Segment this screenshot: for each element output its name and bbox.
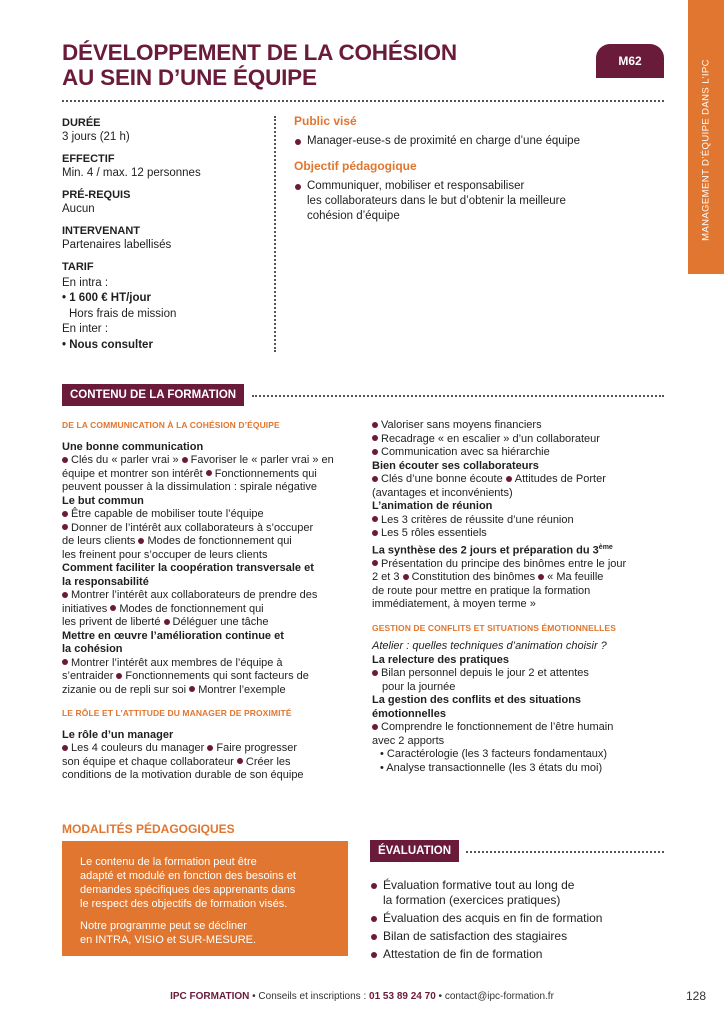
list-item: Montrer l’intérêt aux membres de l’équipe à	[62, 657, 350, 671]
public-item: Manager-euse-s de proximité en charge d’une équipe	[294, 134, 674, 149]
list-item: Être capable de mobiliser toute l’équipe	[62, 508, 350, 522]
footer-email[interactable]: • contact@ipc-formation.fr	[435, 991, 554, 1002]
section-communication: DE LA COMMUNICATION À LA COHÉSION D’ÉQUIPE	[62, 420, 280, 430]
list-item: Bilan de satisfaction des stagiaires	[370, 929, 670, 944]
list-item: son équipe et chaque collaborateur Créer les	[62, 755, 291, 768]
footer-brand: IPC FORMATION	[170, 991, 250, 1002]
heading-synthese: La synthèse des 2 jours et préparation du 3ème	[372, 543, 613, 557]
list-item: 2 et 3 Constitution des binômes « Ma feuille	[372, 571, 604, 584]
evaluation-header: ÉVALUATION	[370, 840, 459, 862]
atelier-note: Atelier : quelles techniques d’animation choisir ?	[372, 640, 607, 653]
title-line-2: AU SEIN D’UNE ÉQUIPE	[62, 65, 317, 90]
list-item: avec 2 apports	[372, 734, 445, 747]
list-item: de leurs clients Modes de fonctionnement qui	[62, 535, 292, 547]
heading-amelioration: Mettre en œuvre l’amélioration continue et la cohésion	[62, 629, 284, 655]
list-item: Montrer l’intérêt aux collaborateurs de prendre des	[62, 589, 350, 603]
public-objectif	[294, 114, 674, 224]
contenu-divider	[252, 395, 664, 397]
duree-value: 3 jours (21 h)	[62, 131, 130, 143]
list-item: • Caractérologie (les 3 facteurs fondamentaux)	[380, 748, 608, 761]
list-item: • Analyse transactionnelle (les 3 états du moi)	[380, 761, 603, 774]
list-item: Présentation du principe des binômes entre le jour	[372, 558, 672, 572]
list-item: Valoriser sans moyens financiers	[372, 419, 672, 433]
evaluation-list	[370, 878, 670, 965]
tarif-label: TARIF	[62, 261, 94, 273]
list-item: Bilan personnel depuis le jour 2 et attentes	[372, 667, 672, 681]
contenu-right-column	[372, 419, 672, 775]
course-code-badge: M62	[596, 44, 664, 78]
list-item: Évaluation formative tout au long de la formation (exercices pratiques)	[370, 878, 670, 908]
sidebar-label: MANAGEMENT D’ÉQUIPE DANS L’IPC	[700, 59, 712, 241]
course-info	[62, 116, 267, 361]
sidebar-band	[688, 0, 724, 274]
list-item: équipe et montrer son intérêt Fonctionnements qui	[62, 467, 317, 480]
list-item: immédiatement, à moyen terme »	[372, 598, 536, 611]
page-title	[62, 40, 492, 90]
evaluation-divider	[466, 851, 664, 853]
list-item: Les 3 critères de réussite d’une réunion	[372, 514, 672, 528]
list-item: Évaluation des acquis en fin de formation	[370, 911, 670, 926]
header-divider	[62, 100, 664, 102]
intervenant-label: INTERVENANT	[62, 225, 141, 237]
list-item: Donner de l’intérêt aux collaborateurs à s’occuper	[62, 522, 350, 536]
effectif-value: Min. 4 / max. 12 personnes	[62, 167, 201, 179]
list-item: Clés d’une bonne écoute Attitudes de Porter	[372, 473, 672, 487]
duree-label: DURÉE	[62, 117, 101, 129]
page-number: 128	[686, 989, 707, 1003]
footer-text: • Conseils et inscriptions :	[249, 991, 370, 1002]
list-item: Attestation de fin de formation	[370, 947, 670, 962]
objectif-item: Communiquer, mobiliser et responsabiliser les collaborateurs dans le but d’obtenir la meilleure cohésion d’équipe	[294, 179, 674, 224]
contenu-header: CONTENU DE LA FORMATION	[62, 384, 244, 406]
footer	[0, 991, 724, 1002]
tarif-intra: En intra :	[62, 276, 109, 289]
info-divider	[274, 116, 276, 352]
section-role: LE RÔLE ET L’ATTITUDE DU MANAGER DE PROXIMITÉ	[62, 708, 292, 718]
contenu-left-column	[62, 419, 350, 783]
footer-phone[interactable]: 01 53 89 24 70	[369, 991, 436, 1002]
heading-ecoute: Bien écouter ses collaborateurs	[372, 459, 539, 472]
list-item: Clés du « parler vrai » Favoriser le « parler vrai » en	[62, 454, 350, 468]
objectif-title: Objectif pédagogique	[294, 159, 417, 173]
modalites-paragraph-2: Notre programme peut se décliner en INTRA, VISIO et SUR-MESURE.	[80, 920, 257, 946]
heading-communication: Une bonne communication	[62, 440, 204, 453]
list-item: Les 5 rôles essentiels	[372, 527, 672, 541]
list-item: les freinent pour s’occuper de leurs clients	[62, 548, 268, 561]
heading-role-manager: Le rôle d’un manager	[62, 728, 174, 741]
public-title: Public visé	[294, 114, 357, 128]
intervenant-value: Partenaires labellisés	[62, 239, 172, 251]
tarif-inter-value: • Nous consulter	[62, 338, 153, 351]
heading-reunion: L’animation de réunion	[372, 500, 493, 512]
heading-but-commun: Le but commun	[62, 494, 144, 507]
effectif-label: EFFECTIF	[62, 153, 115, 165]
list-item: de route pour mettre en pratique la formation	[372, 584, 591, 597]
modalites-title: MODALITÉS PÉDAGOGIQUES	[62, 822, 235, 836]
list-item: conditions de la motivation durable de son équipe	[62, 769, 304, 781]
list-item: Les 4 couleurs du manager Faire progresser	[62, 742, 350, 756]
list-item: les privent de liberté Déléguer une tâche	[62, 616, 269, 628]
list-item: zizanie ou de repli sur soi Montrer l’exemple	[62, 683, 286, 696]
list-item: s’entraider Fonctionnements qui sont facteurs de	[62, 670, 309, 682]
prereq-label: PRÉ-REQUIS	[62, 189, 131, 201]
title-line-1: DÉVELOPPEMENT DE LA COHÉSION	[62, 40, 457, 65]
list-item: initiatives Modes de fonctionnement qui	[62, 602, 264, 615]
list-item: Communication avec sa hiérarchie	[372, 446, 672, 460]
list-item: (avantages et inconvénients)	[372, 486, 513, 499]
modalites-box	[62, 841, 348, 956]
section-conflits: GESTION DE CONFLITS ET SITUATIONS ÉMOTIONNELLES	[372, 622, 616, 633]
prereq-value: Aucun	[62, 203, 95, 215]
list-item: Recadrage « en escalier » d’un collaborateur	[372, 433, 672, 447]
tarif-intra-price: • 1 600 € HT/jour	[62, 292, 152, 304]
heading-gestion-conflits: La gestion des conflits et des situations émotionnelles	[372, 694, 582, 720]
list-item: peuvent pousser à la dissimulation : spirale négative	[62, 481, 317, 493]
list-item: pour la journée	[382, 680, 456, 693]
tarif-intra-note: Hors frais de mission	[69, 307, 177, 320]
heading-relecture: La relecture des pratiques	[372, 653, 509, 666]
modalites-paragraph-1: Le contenu de la formation peut être adapté et modulé en fonction des besoins et demandes spécifiques des apprenants dans le respect des objectifs de formation visés.	[80, 856, 296, 910]
list-item: Comprendre le fonctionnement de l’être humain	[372, 721, 672, 735]
heading-cooperation: Comment faciliter la coopération transversale et la responsabilité	[62, 562, 314, 588]
tarif-inter: En inter :	[62, 323, 109, 335]
